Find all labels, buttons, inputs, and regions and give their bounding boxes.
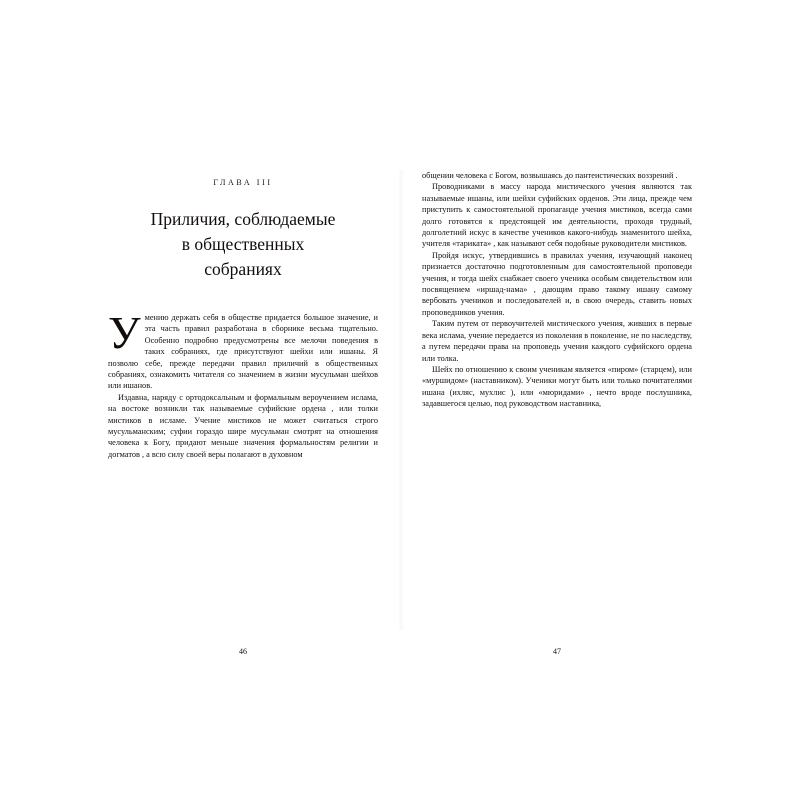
paragraph-with-dropcap: [108, 307, 378, 392]
chapter-title-line-1: Приличия, соблюдаемые: [150, 209, 336, 229]
paragraph: Шейх по отношению к своим ученикам является «пиром» (старцем), или «муршидом» (наставником). Ученики могут быть или только почитателями ишана (ихляс, мухлис ), или «мюридами» , нечто вроде послушника, задавшегося целью, под руководством наставника,: [422, 364, 692, 409]
page-number-left: 46: [239, 647, 247, 656]
paragraph: мению держать себя в обществе придается большое значение, и эта часть правил разработана в сборнике весьма тщательно. Особенно подробно предусмотрены все мелочи поведения в таких собраниях, где присутствуют шейхи или ишаны. Я позволю себе, прежде передачи правил приличий в общественных собраниях, ознакомить читателя со значением в жизни мусульман шейхов или ишанов.: [108, 313, 378, 391]
chapter-title: [118, 207, 368, 282]
paragraph: Проводниками в массу народа мистического учения являются так называемые ишаны, или шейхи суфийских орденов. Эти лица, прежде чем приступить к самостоятельной пропаганде учения мистиков, всегда сами долго готовятся к предстоящей им деятельности, проходя трудный, долголетний искус в качестве учеников какого-нибудь знаменитого шейха, учителя «тариката» , как называют себя подобные руководители мистиков.: [422, 182, 692, 249]
paragraph: Таким путем от первоучителей мистического учения, живших в первые века ислама, учение передается из поколения в поколение, не по наследству, а путем передачи права на проповедь учения каждого суфийского ордена или толка.: [422, 319, 692, 363]
chapter-title-line-3: собраниях: [204, 259, 282, 279]
page-left: [108, 170, 400, 656]
paragraph: Издавна, наряду с ортодоксальным и формальным вероучением ислама, на востоке возникли так называемые суфийские ордена , или толки мистиков в исламе. Учение мистиков не может считаться строго мусульманским; суфии гораздо шире мусульман смотрят на отношения человека к Богу, придают меньше значения формальностям религии и догматов , а всю силу своей веры полагают в духовном: [108, 392, 378, 459]
paragraph: Пройдя искус, утвердившись в правилах учения, изучающий наконец признается достаточно подготовленным для самостоятельной проповеди учения, и тогда шейх снабжает своего ученика особым свидетельством или посвящением «иршад-нама» , дающим право такому ишану самому вербовать учеников и последователей и, в свою очередь, ставить новых проповедников учения.: [422, 250, 692, 317]
body-text-right: [422, 170, 692, 410]
page-right: [400, 170, 692, 656]
dropcap-letter: У: [108, 307, 141, 358]
body-text-left: [108, 307, 378, 460]
book-pages: [108, 170, 692, 656]
paragraph: общении человека с Богом, возвышаясь до пантеистических воззрений .: [422, 171, 678, 180]
page-number-right: 47: [553, 647, 561, 656]
chapter-title-line-2: в общественных: [181, 234, 305, 254]
chapter-label: ГЛАВА III: [213, 178, 273, 187]
